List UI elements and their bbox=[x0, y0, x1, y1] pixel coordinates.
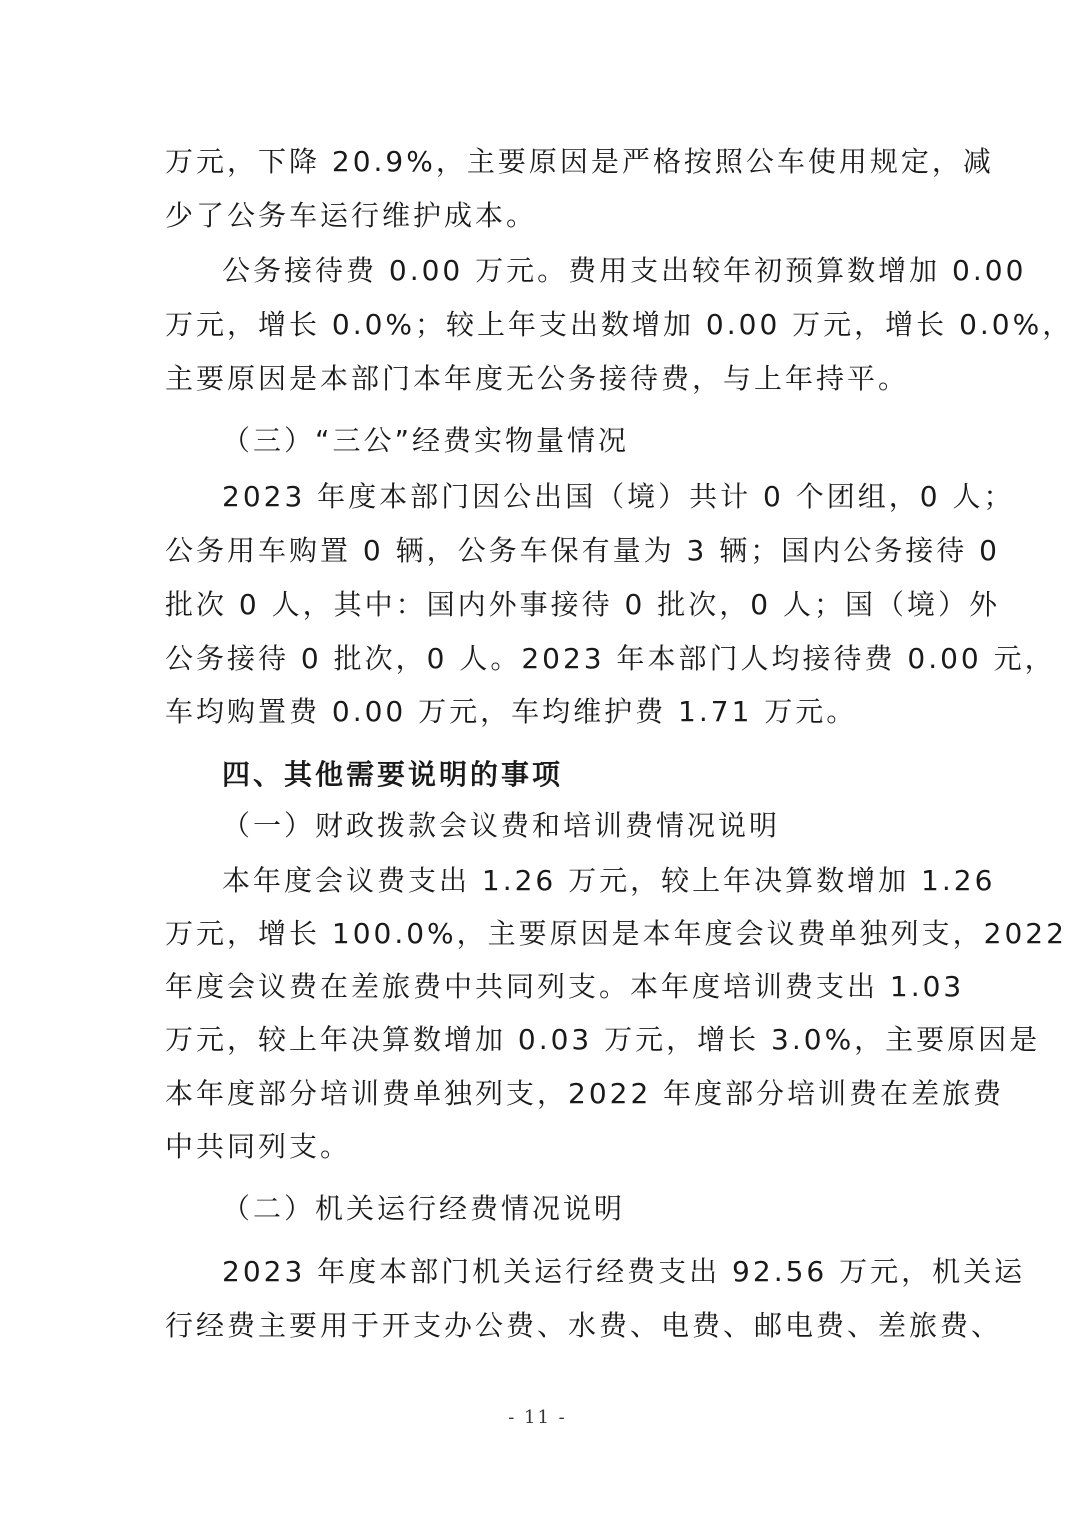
body-text-line: 车均购置费 0.00 万元，车均维护费 1.71 万元。 bbox=[165, 695, 858, 728]
body-text-line: 万元，下降 20.9%，主要原因是严格按照公车使用规定，减 bbox=[165, 145, 994, 178]
body-text-line: 本年度会议费支出 1.26 万元，较上年决算数增加 1.26 bbox=[222, 864, 996, 897]
body-text-line: 年度会议费在差旅费中共同列支。本年度培训费支出 1.03 bbox=[165, 970, 965, 1003]
body-text-line: 中共同列支。 bbox=[165, 1130, 352, 1163]
body-text-line: 2023 年度本部门因公出国（境）共计 0 个团组，0 人； bbox=[222, 480, 1015, 513]
body-text-line: 万元，较上年决算数增加 0.03 万元，增长 3.0%，主要原因是 bbox=[165, 1023, 1041, 1056]
page-number: - 11 - bbox=[508, 1407, 567, 1428]
body-text-line: 行经费主要用于开支办公费、水费、电费、邮电费、差旅费、 bbox=[165, 1309, 1003, 1342]
subsection-heading: （三）“三公”经费实物量情况 bbox=[222, 424, 630, 457]
body-text-line: 万元，增长 0.0%；较上年支出数增加 0.00 万元，增长 0.0%， bbox=[165, 308, 1074, 341]
body-text-line: 公务接待费 0.00 万元。费用支出较年初预算数增加 0.00 bbox=[222, 254, 1027, 287]
body-text-line: 公务用车购置 0 辆，公务车保有量为 3 辆；国内公务接待 0 bbox=[165, 534, 1000, 567]
body-text-line: 本年度部分培训费单独列支，2022 年度部分培训费在差旅费 bbox=[165, 1077, 1005, 1110]
body-text-line: 主要原因是本部门本年度无公务接待费，与上年持平。 bbox=[165, 362, 910, 395]
body-text-line: 公务接待 0 批次，0 人。2023 年本部门人均接待费 0.00 元， bbox=[165, 642, 1056, 675]
body-text-line: 少了公务车运行维护成本。 bbox=[165, 199, 538, 232]
section-heading: 四、其他需要说明的事项 bbox=[222, 758, 564, 791]
body-text-line: 万元，增长 100.0%，主要原因是本年度会议费单独列支，2022 bbox=[165, 917, 1067, 950]
subsection-heading: （一）财政拨款会议费和培训费情况说明 bbox=[222, 809, 781, 842]
body-text-line: 2023 年度本部门机关运行经费支出 92.56 万元，机关运 bbox=[222, 1255, 1026, 1288]
body-text-line: 批次 0 人，其中：国内外事接待 0 批次，0 人；国（境）外 bbox=[165, 588, 1000, 621]
subsection-heading: （二）机关运行经费情况说明 bbox=[222, 1192, 626, 1225]
